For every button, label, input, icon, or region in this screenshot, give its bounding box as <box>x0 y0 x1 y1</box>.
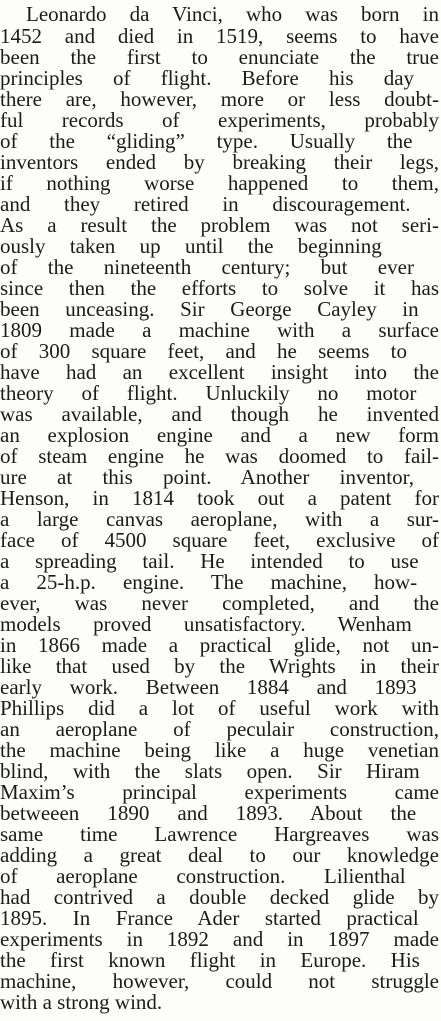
text-line-26: face of 4500 square feet, exclusive of <box>0 528 439 552</box>
text-line-45: experiments in 1892 and in 1897 made <box>0 927 439 951</box>
text-line-18: have had an excellent insight into the <box>0 360 439 384</box>
text-line-5: there are, however, more or less doubt- <box>0 87 439 111</box>
text-line-2: 1452 and died in 1519, seems to have <box>0 24 439 48</box>
text-line-34: Phillips did a lot of useful work with <box>0 696 439 720</box>
text-line-29: ever, was never completed, and the <box>0 591 439 615</box>
text-line-12: ously taken up until the beginning <box>0 234 382 258</box>
text-line-39: betweeen 1890 and 1893. About the <box>0 801 417 825</box>
text-line-22: of steam engine he was doomed to fail- <box>0 444 439 468</box>
text-line-42: of aeroplane construction. Lilienthal <box>0 864 406 888</box>
text-line-20: was available, and though he invented <box>0 402 439 426</box>
text-line-11: As a result the problem was not seri- <box>0 213 439 237</box>
text-line-13: of the nineteenth century; but ever <box>0 255 414 279</box>
text-line-37: blind, with the slats open. Sir Hiram <box>0 759 420 783</box>
text-line-6: ful records of experiments, probably <box>0 108 439 132</box>
text-line-23: ure at this point. Another inventor, <box>0 465 415 489</box>
text-line-14: since then the efforts to solve it has <box>0 276 439 300</box>
text-line-48: with a strong wind. <box>0 990 163 1014</box>
text-line-10: and they retired in discouragement. <box>0 192 411 216</box>
text-line-21: an explosion engine and a new form <box>0 423 439 447</box>
text-line-1: Leonardo da Vinci, who was born in <box>26 2 439 26</box>
text-line-16: 1809 made a machine with a surface <box>0 318 439 342</box>
text-line-47: machine, however, could not struggle <box>0 969 439 993</box>
text-line-36: the machine being like a huge venetian <box>0 738 439 762</box>
text-line-15: been unceasing. Sir George Cayley in <box>0 297 419 321</box>
text-line-40: same time Lawrence Hargreaves was <box>0 822 439 846</box>
text-line-27: a spreading tail. He intended to use <box>0 549 419 573</box>
text-line-41: adding a great deal to our knowledge <box>0 843 439 867</box>
text-line-8: inventors ended by breaking their legs, <box>0 150 439 174</box>
text-line-7: of the “gliding” type. Usually the <box>0 129 413 153</box>
text-line-35: an aeroplane of peculair construction, <box>0 717 439 741</box>
text-line-43: had contrived a double decked glide by <box>0 885 439 909</box>
text-line-30: models proved unsatisfactory. Wenham <box>0 612 412 636</box>
text-line-38: Maxim’s principal experiments came <box>0 780 439 804</box>
text-line-19: theory of flight. Unluckily no motor <box>0 381 417 405</box>
text-line-44: 1895. In France Ader started practical <box>0 906 419 930</box>
text-line-4: principles of flight. Before his day <box>0 66 415 90</box>
text-line-25: a large canvas aeroplane, with a sur- <box>0 507 439 531</box>
text-line-31: in 1866 made a practical glide, not un- <box>0 633 439 657</box>
text-line-3: been the first to enunciate the true <box>0 45 439 69</box>
text-line-33: early work. Between 1884 and 1893 <box>0 675 417 699</box>
text-line-24: Henson, in 1814 took out a patent for <box>0 486 439 510</box>
text-line-9: if nothing worse happened to them, <box>0 171 439 195</box>
text-line-17: of 300 square feet, and he seems to <box>0 339 408 363</box>
text-line-32: like that used by the Wrights in their <box>0 654 439 678</box>
text-line-28: a 25-h.p. engine. The machine, how- <box>0 570 418 594</box>
text-line-46: the first known flight in Europe. His <box>0 948 420 972</box>
